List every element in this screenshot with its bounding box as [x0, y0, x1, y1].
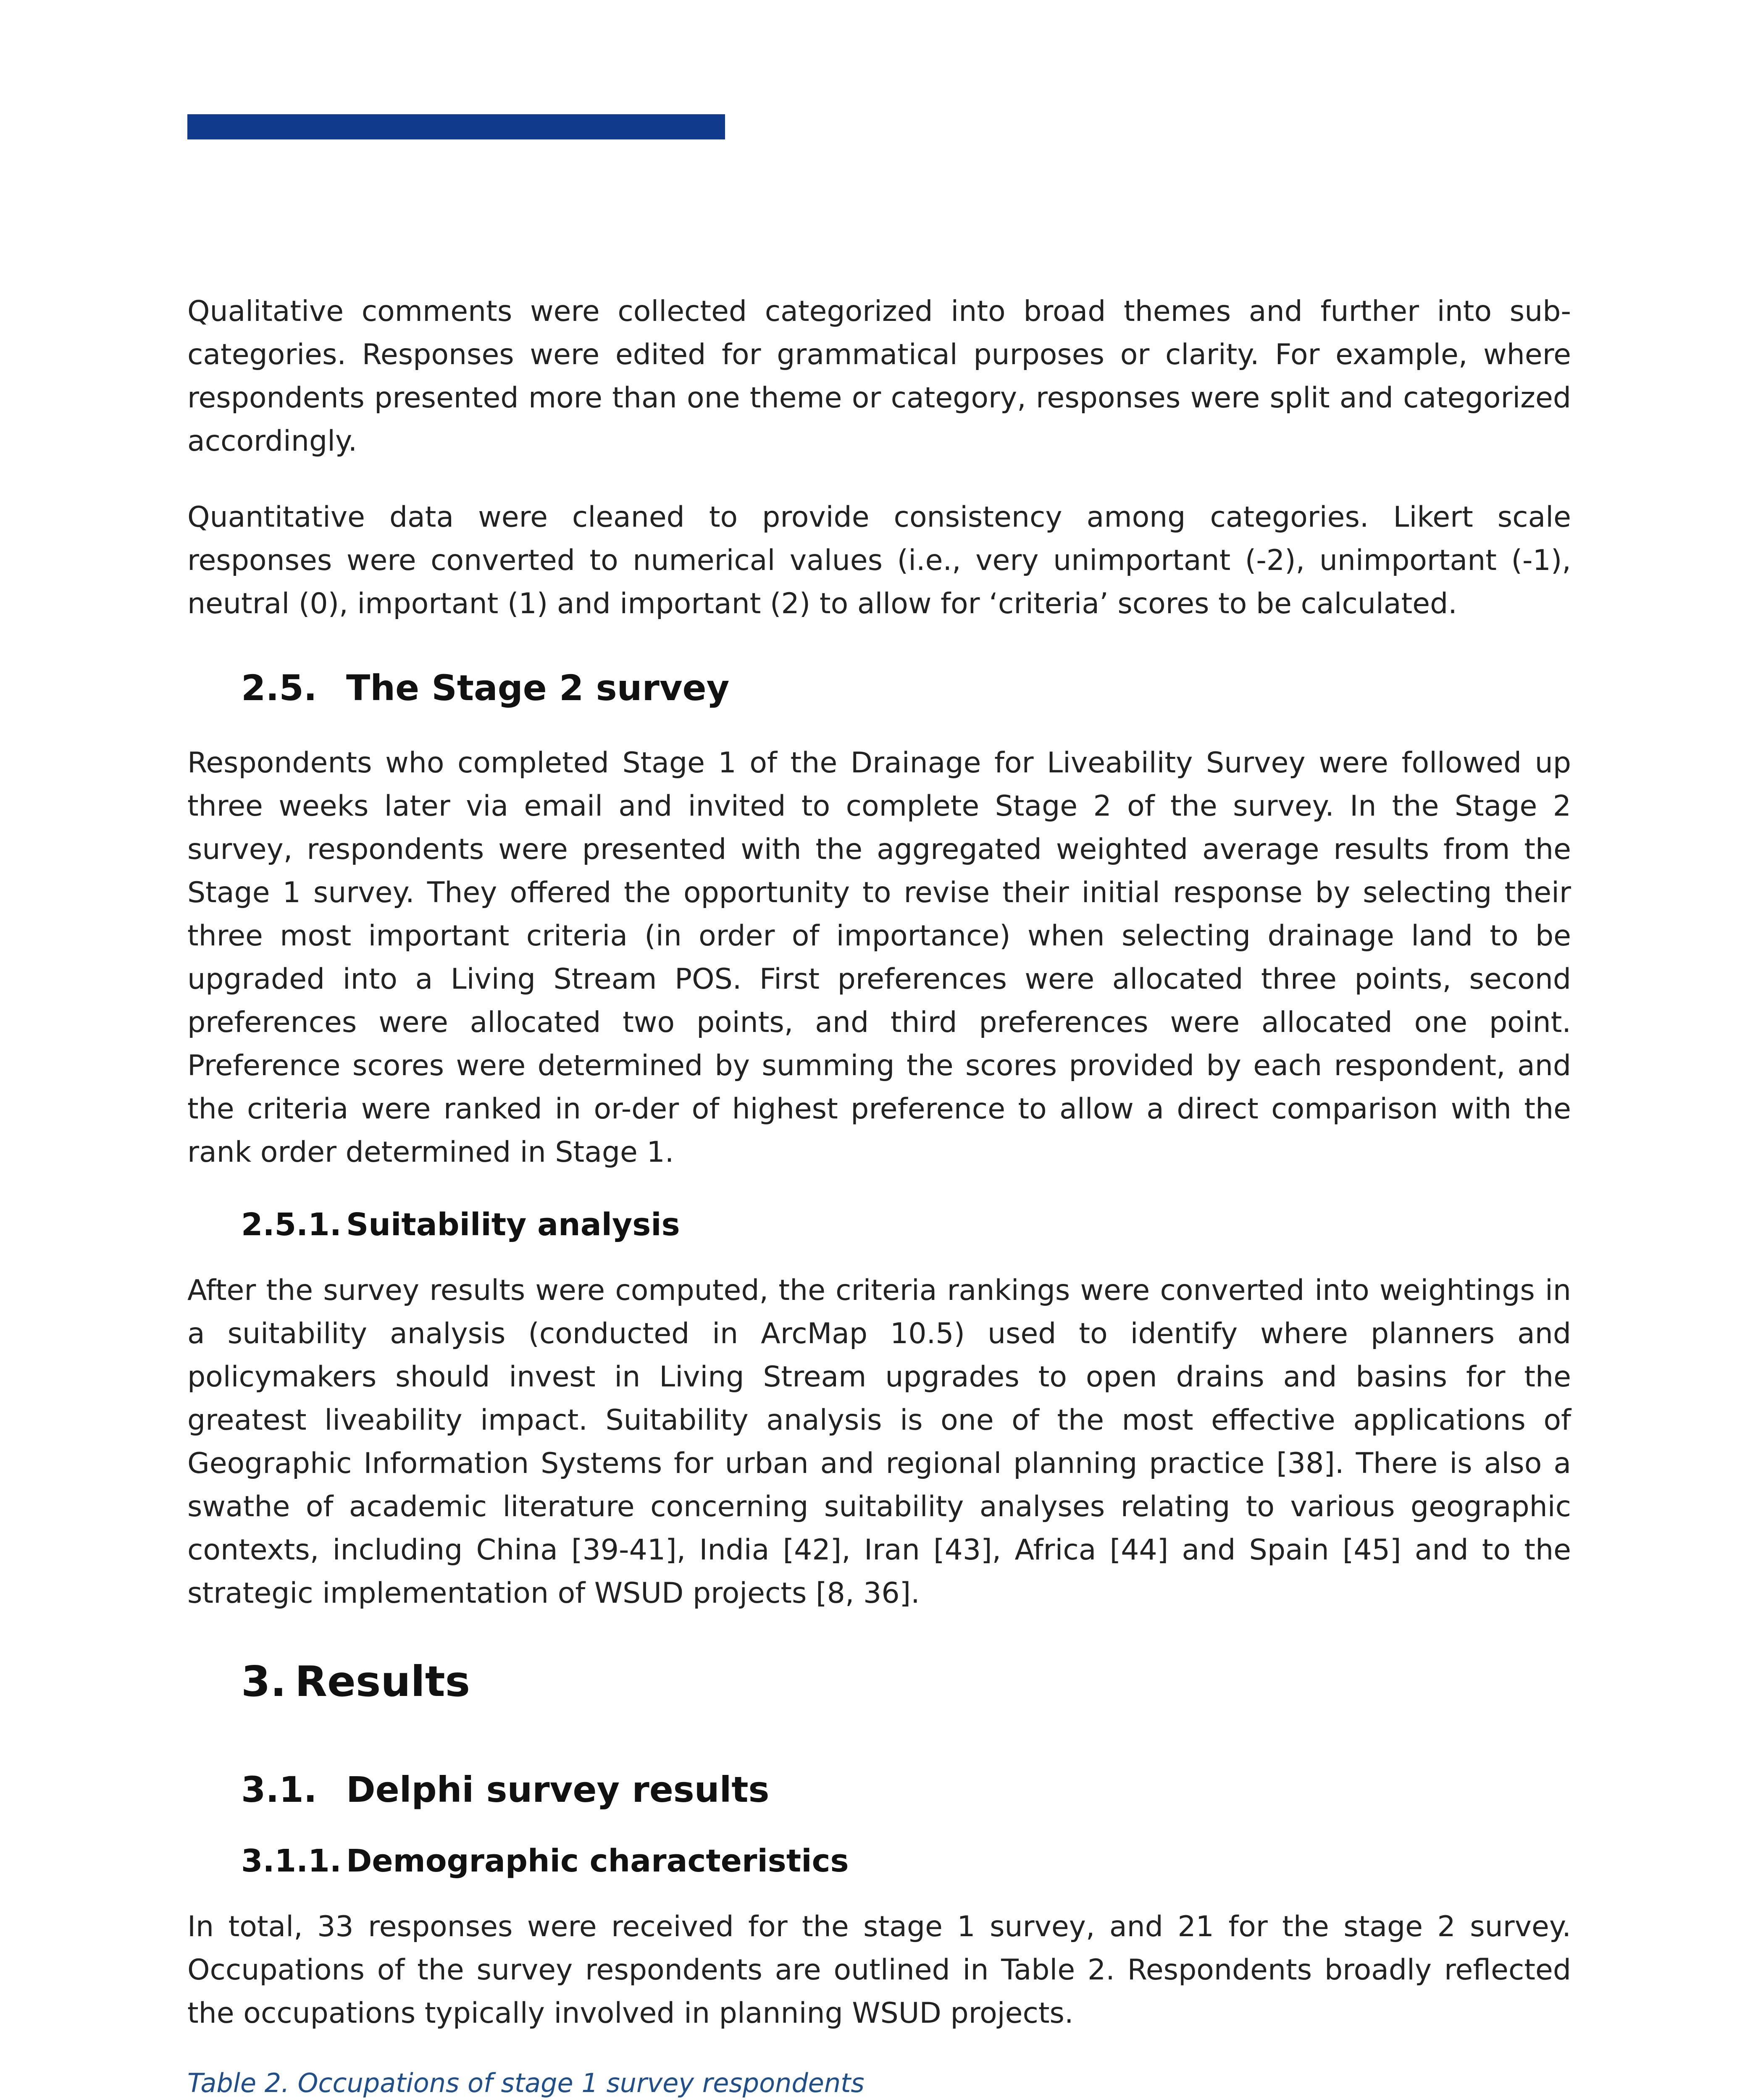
header-accent-bar	[187, 114, 725, 139]
heading-number: 3.1.1.	[241, 1843, 342, 1879]
heading-title: Delphi survey results	[346, 1769, 770, 1810]
paragraph-qualitative: Qualitative comments were collected categorized into broad themes and further into sub-categories. Responses were edited for grammatical purposes or clarity. For example, where respondents presented more than one theme or category, responses were split and categorized accordingly.	[187, 295, 1571, 458]
heading-title: Demographic characteristics	[346, 1843, 849, 1879]
heading-delphi-results	[241, 1769, 1571, 1810]
heading-number: 2.5.	[241, 667, 317, 709]
heading-suitability-analysis	[241, 1207, 1571, 1243]
paragraph-stage-2: Respondents who completed Stage 1 of the Drainage for Liveability Survey were followed up three weeks later via email and invited to complete Stage 2 of the survey. In the Stage 2 survey, respondents were presented with the aggregated weighted average results from the Stage 1 survey. They offered the opportunity to revise their initial response by selecting their three most important criteria (in order of importance) when selecting drainage land to be upgraded into a Living Stream POS. First preferences were allocated three points, second preferences were allocated two points, and third preferences were allocated one point. Preference scores were determined by summing the scores provided by each respondent, and the criteria were ranked in or-der of highest preference to allow a direct comparison with the rank order determined in Stage 1.	[187, 746, 1571, 1169]
table-caption: Table 2. Occupations of stage 1 survey respondents	[187, 2068, 865, 2098]
heading-title: Suitability analysis	[346, 1207, 680, 1243]
heading-number: 3.1.	[241, 1769, 317, 1810]
heading-demographic-characteristics	[241, 1843, 1571, 1879]
paragraph-suitability: After the survey results were computed, the criteria rankings were converted into weightings in a suitability analysis (conducted in ArcMap 10.5) used to identify where planners and policymakers should invest in Living Stream upgrades to open drains and basins for the greatest liveability impact. Suitability analysis is one of the most effective applications of Geographic Information Systems for urban and regional planning practice [38]. There is also a swathe of academic literature concerning suitability analyses relating to various geographic contexts, including China [39-41], India [42], Iran [43], Africa [44] and Spain [45] and to the strategic implementation of WSUD projects [8, 36].	[187, 1274, 1571, 1610]
paragraph-quantitative: Quantitative data were cleaned to provide consistency among categories. Likert scale responses were converted to numerical values (i.e., very unimportant (-2), unimportant (-1), neutral (0), important (1) and important (2) to allow for ‘criteria’ scores to be calculated.	[187, 501, 1571, 620]
page-body	[187, 290, 1571, 2100]
heading-stage-2-survey	[241, 667, 1571, 709]
heading-title: Results	[295, 1657, 470, 1706]
heading-number: 2.5.1.	[241, 1207, 342, 1243]
heading-number: 3.	[241, 1657, 286, 1706]
heading-title: The Stage 2 survey	[346, 667, 730, 709]
paragraph-demographics: In total, 33 responses were received for the stage 1 survey, and 21 for the stage 2 survey. Occupations of the survey respondents are outlined in Table 2. Respondents broadly reflected the occupations typically involved in planning WSUD projects.	[187, 1910, 1571, 2030]
heading-results	[241, 1657, 1571, 1706]
